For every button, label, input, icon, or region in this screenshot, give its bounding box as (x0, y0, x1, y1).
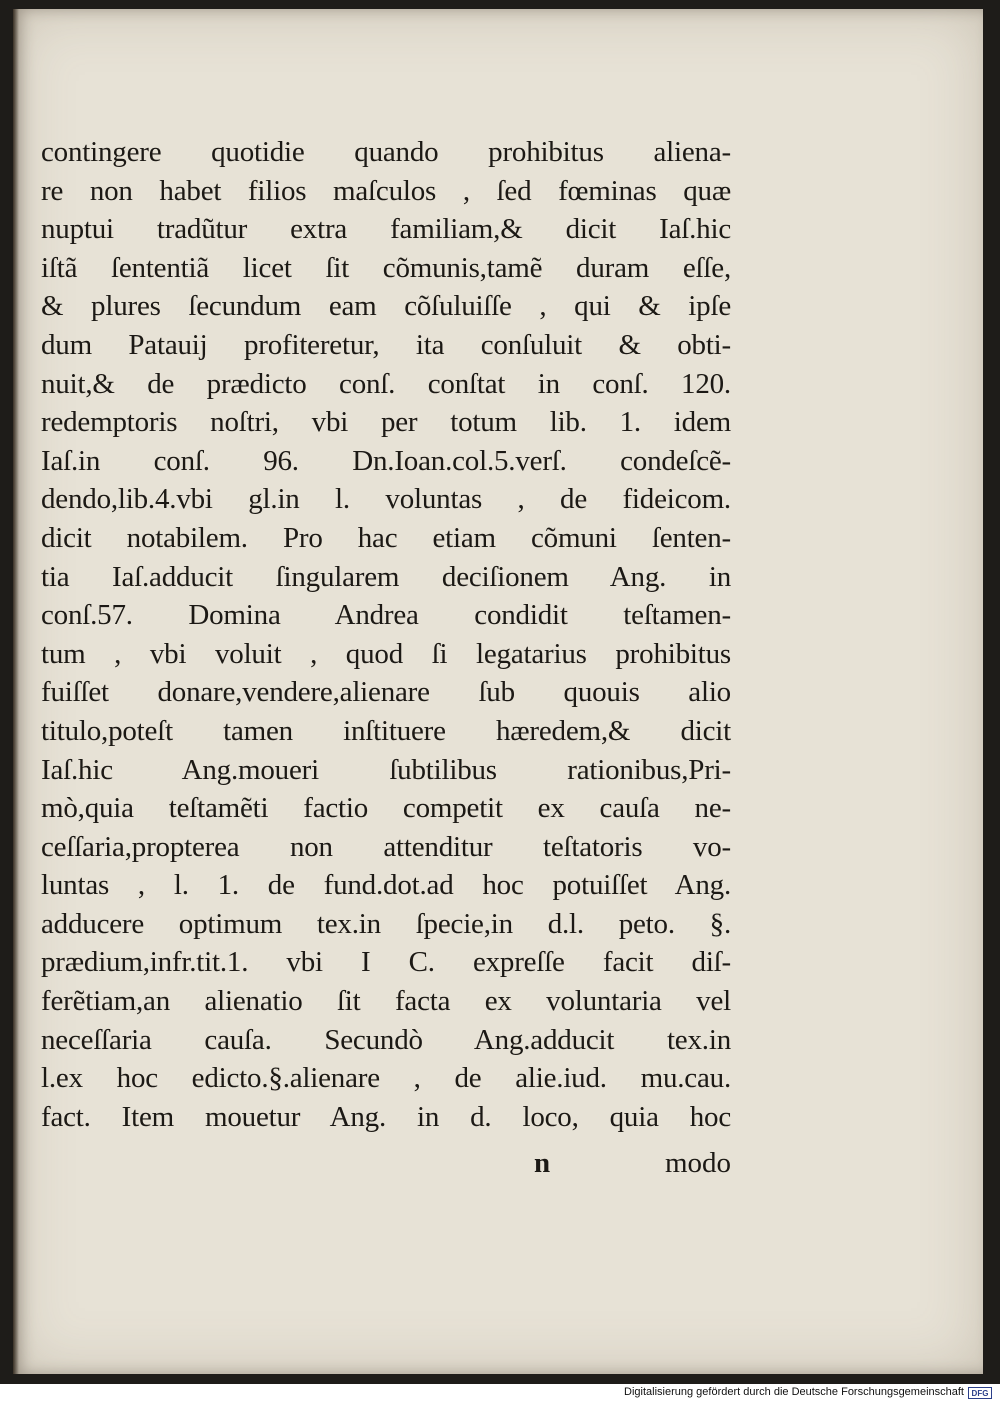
text-line: iſtã ſententiã licet ſit cõmunis,tamẽ duram eſſe, (41, 251, 731, 284)
text-line: conſ.57. Domina Andrea condidit teſtamen- (41, 599, 731, 632)
text-line: Iaſ.in conſ. 96. Dn.Ioan.col.5.verſ. condeſcẽ- (41, 444, 731, 477)
text-line: & plures ſecundum eam cõſuluiſſe , qui & ipſe (41, 290, 731, 323)
page-gutter (13, 9, 19, 1374)
text-line: dendo,lib.4.vbi gl.in l. voluntas , de fideicom. (41, 483, 731, 516)
text-line: redemptoris noſtri, vbi per totum lib. 1. idem (41, 406, 731, 439)
text-line: neceſſaria cauſa. Secundò Ang.adducit tex.in (41, 1023, 731, 1056)
text-line: ferẽtiam,an alienatio ſit facta ex voluntaria vel (41, 985, 731, 1018)
funding-notice: Digitalisierung gefördert durch die Deutsche Forschungsgemeinschaft (624, 1386, 964, 1398)
dfg-logo: DFG (968, 1387, 992, 1399)
text-line: nuit,& de prædicto conſ. conſtat in conſ. 120. (41, 367, 731, 400)
text-line: fact. Item mouetur Ang. in d. loco, quia hoc (41, 1100, 731, 1133)
text-line: dum Patauij profiteretur, ita conſuluit & obti- (41, 328, 731, 361)
text-line: nuptui tradũtur extra familiam,& dicit Iaſ.hic (41, 213, 731, 246)
text-line: Iaſ.hic Ang.moueri ſubtilibus rationibus,Pri- (41, 753, 731, 786)
text-line: ceſſaria,propterea non attenditur teſtatoris vo- (41, 830, 731, 863)
text-line: adducere optimum tex.in ſpecie,in d.l. peto. §. (41, 907, 731, 940)
text-line: l.ex hoc edicto.§.alienare , de alie.iud. mu.cau. (41, 1062, 731, 1095)
page-catchline (41, 1147, 731, 1187)
digitization-footer (0, 1384, 1000, 1403)
book-page (13, 9, 983, 1374)
text-line: contingere quotidie quando prohibitus aliena- (41, 136, 731, 168)
text-line: prædium,infr.tit.1. vbi I C. expreſſe facit diſ- (41, 946, 731, 979)
text-line: mò,quia teſtamẽti factio competit ex cauſa ne- (41, 792, 731, 825)
text-line: luntas , l. 1. de fund.dot.ad hoc potuiſſet Ang. (41, 869, 731, 902)
text-line: fuiſſet donare,vendere,alienare ſub quouis alio (41, 676, 731, 709)
text-line: tum , vbi voluit , quod ſi legatarius prohibitus (41, 637, 731, 670)
page-text-block (41, 133, 731, 1136)
text-line: tia Iaſ.adducit ſingularem deciſionem Ang. in (41, 560, 731, 593)
text-line: dicit notabilem. Pro hac etiam cõmuni ſenten- (41, 521, 731, 554)
text-line: titulo,poteſt tamen inſtituere hæredem,& dicit (41, 714, 731, 747)
catchword: modo (664, 1147, 731, 1179)
signature-mark: n (534, 1147, 551, 1179)
text-line: re non habet filios maſculos , ſed fœminas quæ (41, 174, 731, 207)
